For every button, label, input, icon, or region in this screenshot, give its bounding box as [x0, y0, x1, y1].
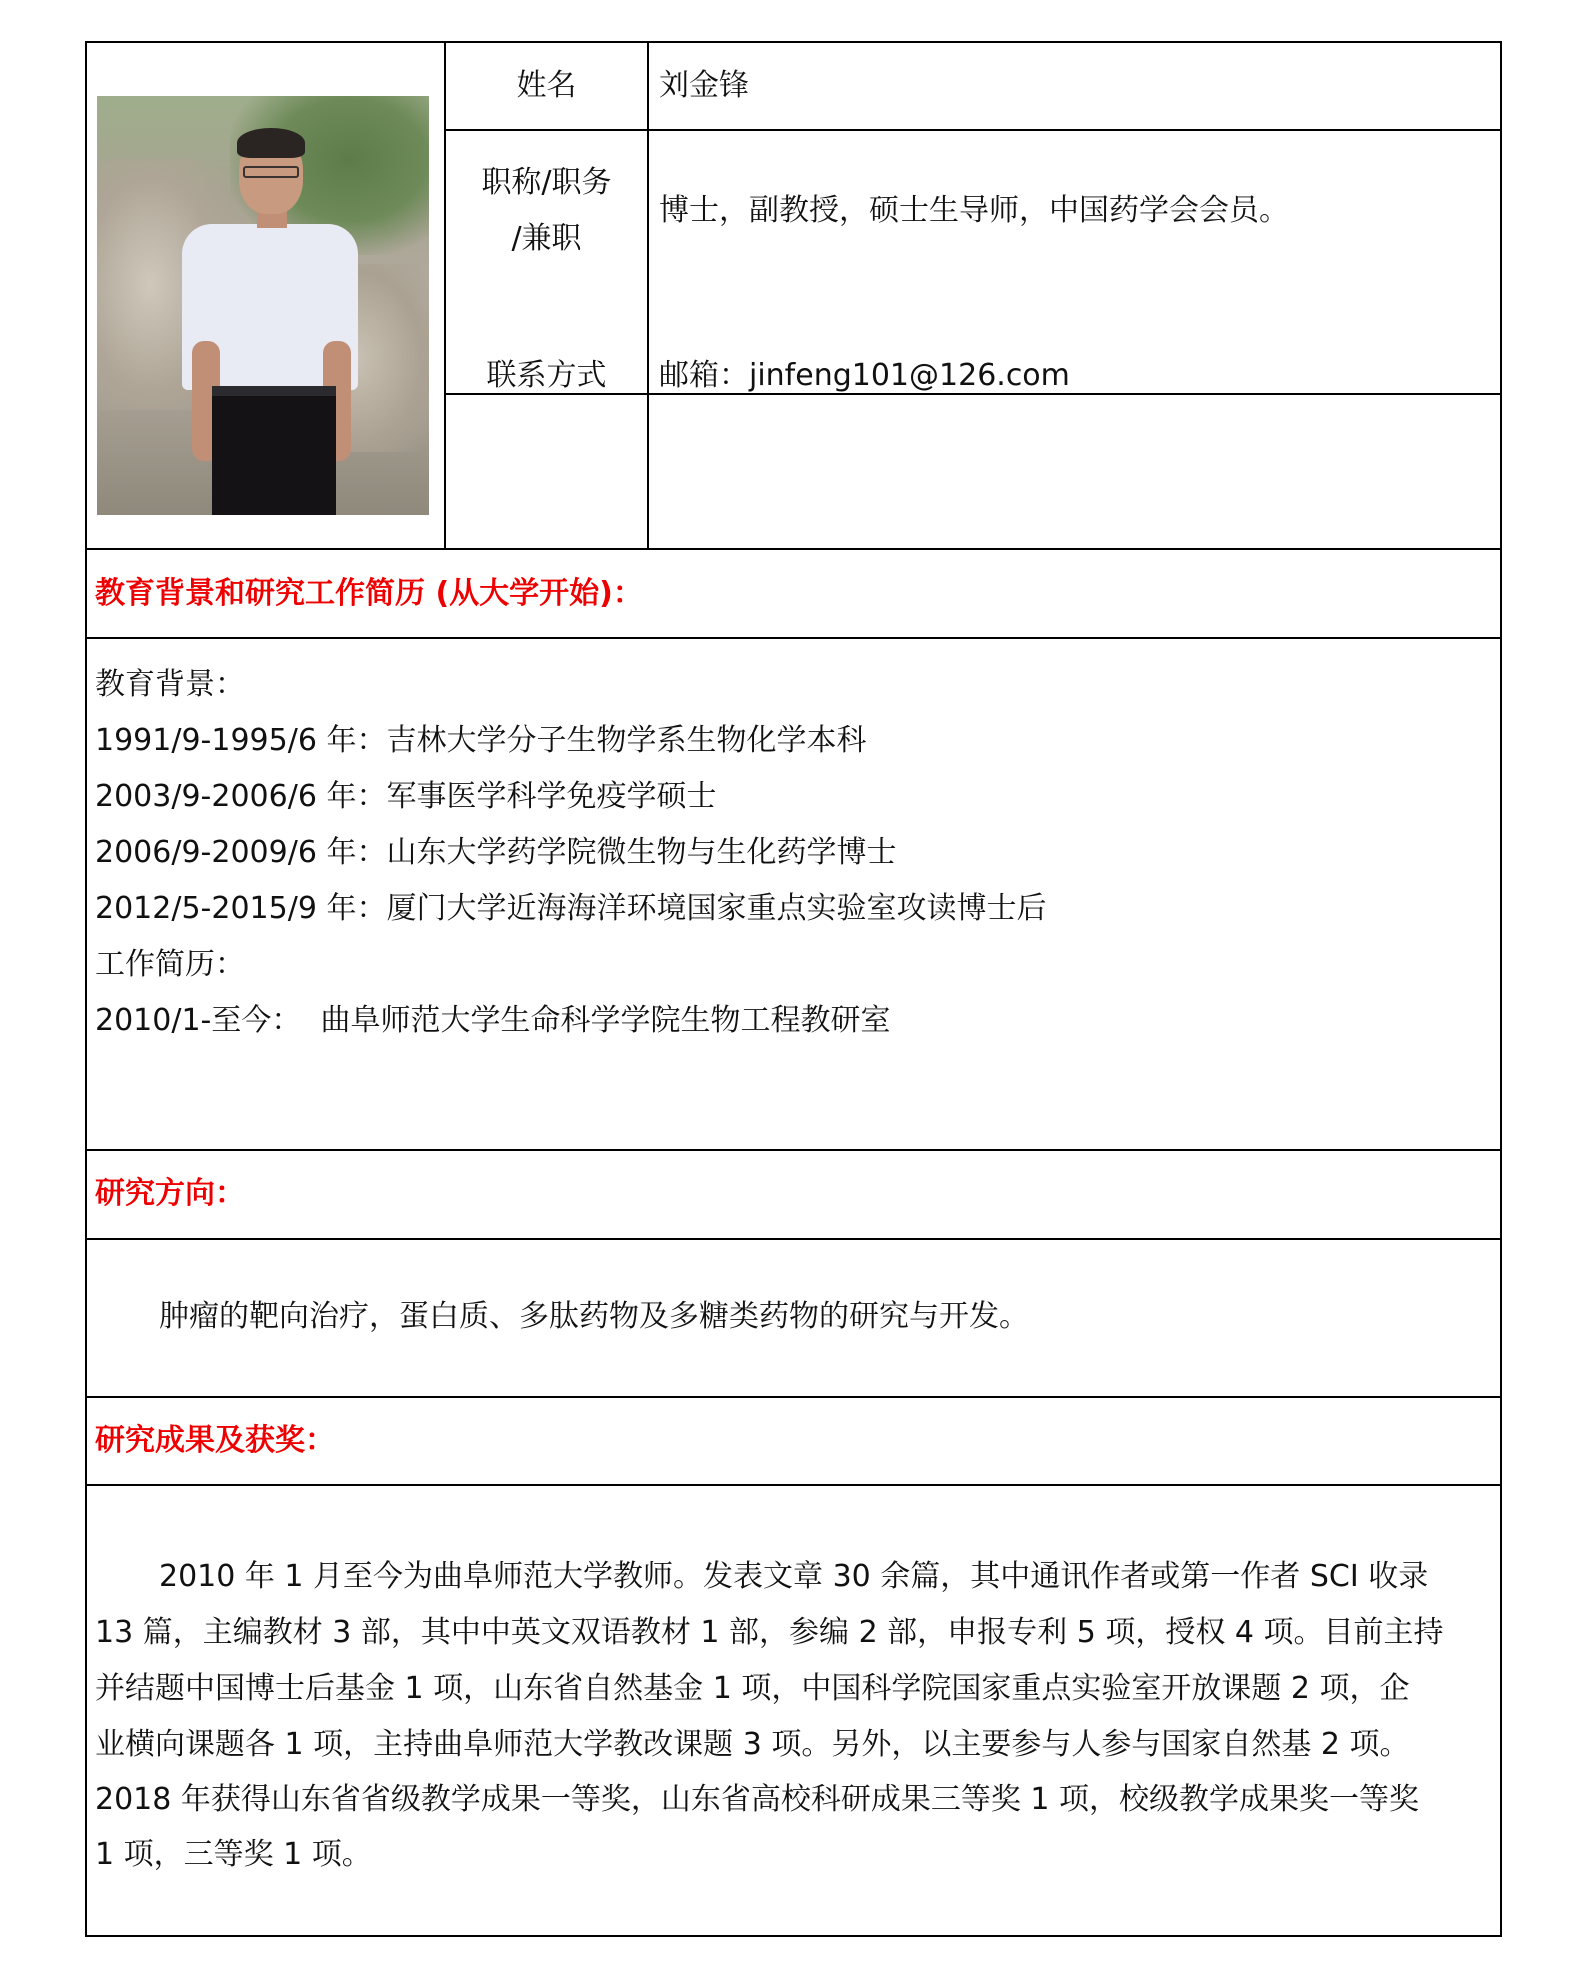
photo-person-glasses [243, 166, 299, 178]
education-item: 2006/9-2009/6 年：山东大学药学院微生物与生化药学博士 [95, 835, 897, 870]
title-value: 博士，副教授，硕士生导师，中国药学会会员。 [659, 193, 1289, 228]
achievements-section-heading: 研究成果及获奖： [95, 1423, 335, 1458]
row-divider [87, 1484, 1500, 1486]
row-divider [87, 548, 1500, 550]
row-divider [87, 1238, 1500, 1240]
row-divider [87, 1149, 1500, 1151]
row-divider [87, 637, 1500, 639]
title-label-line2: /兼职 [511, 221, 582, 256]
work-label: 工作简历： [95, 947, 245, 982]
profile-table [85, 41, 1502, 1937]
photo-person-hair [237, 128, 305, 158]
row-divider [446, 129, 1500, 131]
achievements-line: 1 项，三等奖 1 项。 [95, 1837, 372, 1872]
column-divider [647, 43, 649, 548]
research-section-heading: 研究方向： [95, 1176, 245, 1211]
name-value: 刘金锋 [659, 68, 749, 103]
profile-photo [97, 96, 429, 515]
photo-person-pants [212, 386, 336, 515]
title-label-line1: 职称/职务 [481, 165, 612, 200]
contact-label: 联系方式 [486, 358, 607, 393]
name-label: 姓名 [516, 68, 577, 103]
education-label: 教育背景： [95, 667, 245, 702]
achievements-line: 2018 年获得山东省省级教学成果一等奖，山东省高校科研成果三等奖 1 项，校级教学成果奖一等奖 [95, 1782, 1420, 1817]
work-item: 2010/1-至今： 曲阜师范大学生命科学学院生物工程教研室 [95, 1003, 891, 1038]
achievements-line: 并结题中国博士后基金 1 项，山东省自然基金 1 项，中国科学院国家重点实验室开放课题 2 项，企 [95, 1671, 1410, 1706]
research-content: 肿瘤的靶向治疗，蛋白质、多肽药物及多糖类药物的研究与开发。 [159, 1299, 1029, 1334]
achievements-line: 业横向课题各 1 项，主持曲阜师范大学教改课题 3 项。另外，以主要参与人参与国家自然基 2 项。 [95, 1727, 1410, 1762]
education-item: 1991/9-1995/6 年：吉林大学分子生物学系生物化学本科 [95, 723, 867, 758]
education-item: 2012/5-2015/9 年：厦门大学近海海洋环境国家重点实验室攻读博士后 [95, 891, 1047, 926]
contact-email[interactable]: 邮箱：jinfeng101@126.com [659, 358, 1070, 393]
achievements-line: 2010 年 1 月至今为曲阜师范大学教师。发表文章 30 余篇，其中通讯作者或第一作者 SCI 收录 [159, 1559, 1429, 1594]
row-divider [87, 1396, 1500, 1398]
education-item: 2003/9-2006/6 年：军事医学科学免疫学硕士 [95, 779, 717, 814]
column-divider [444, 43, 446, 548]
achievements-line: 13 篇，主编教材 3 部，其中中英文双语教材 1 部，参编 2 部，申报专利 5 项，授权 4 项。目前主持 [95, 1615, 1444, 1650]
education-section-heading: 教育背景和研究工作简历 (从大学开始)： [95, 576, 643, 611]
photo-person-belt [212, 386, 336, 396]
